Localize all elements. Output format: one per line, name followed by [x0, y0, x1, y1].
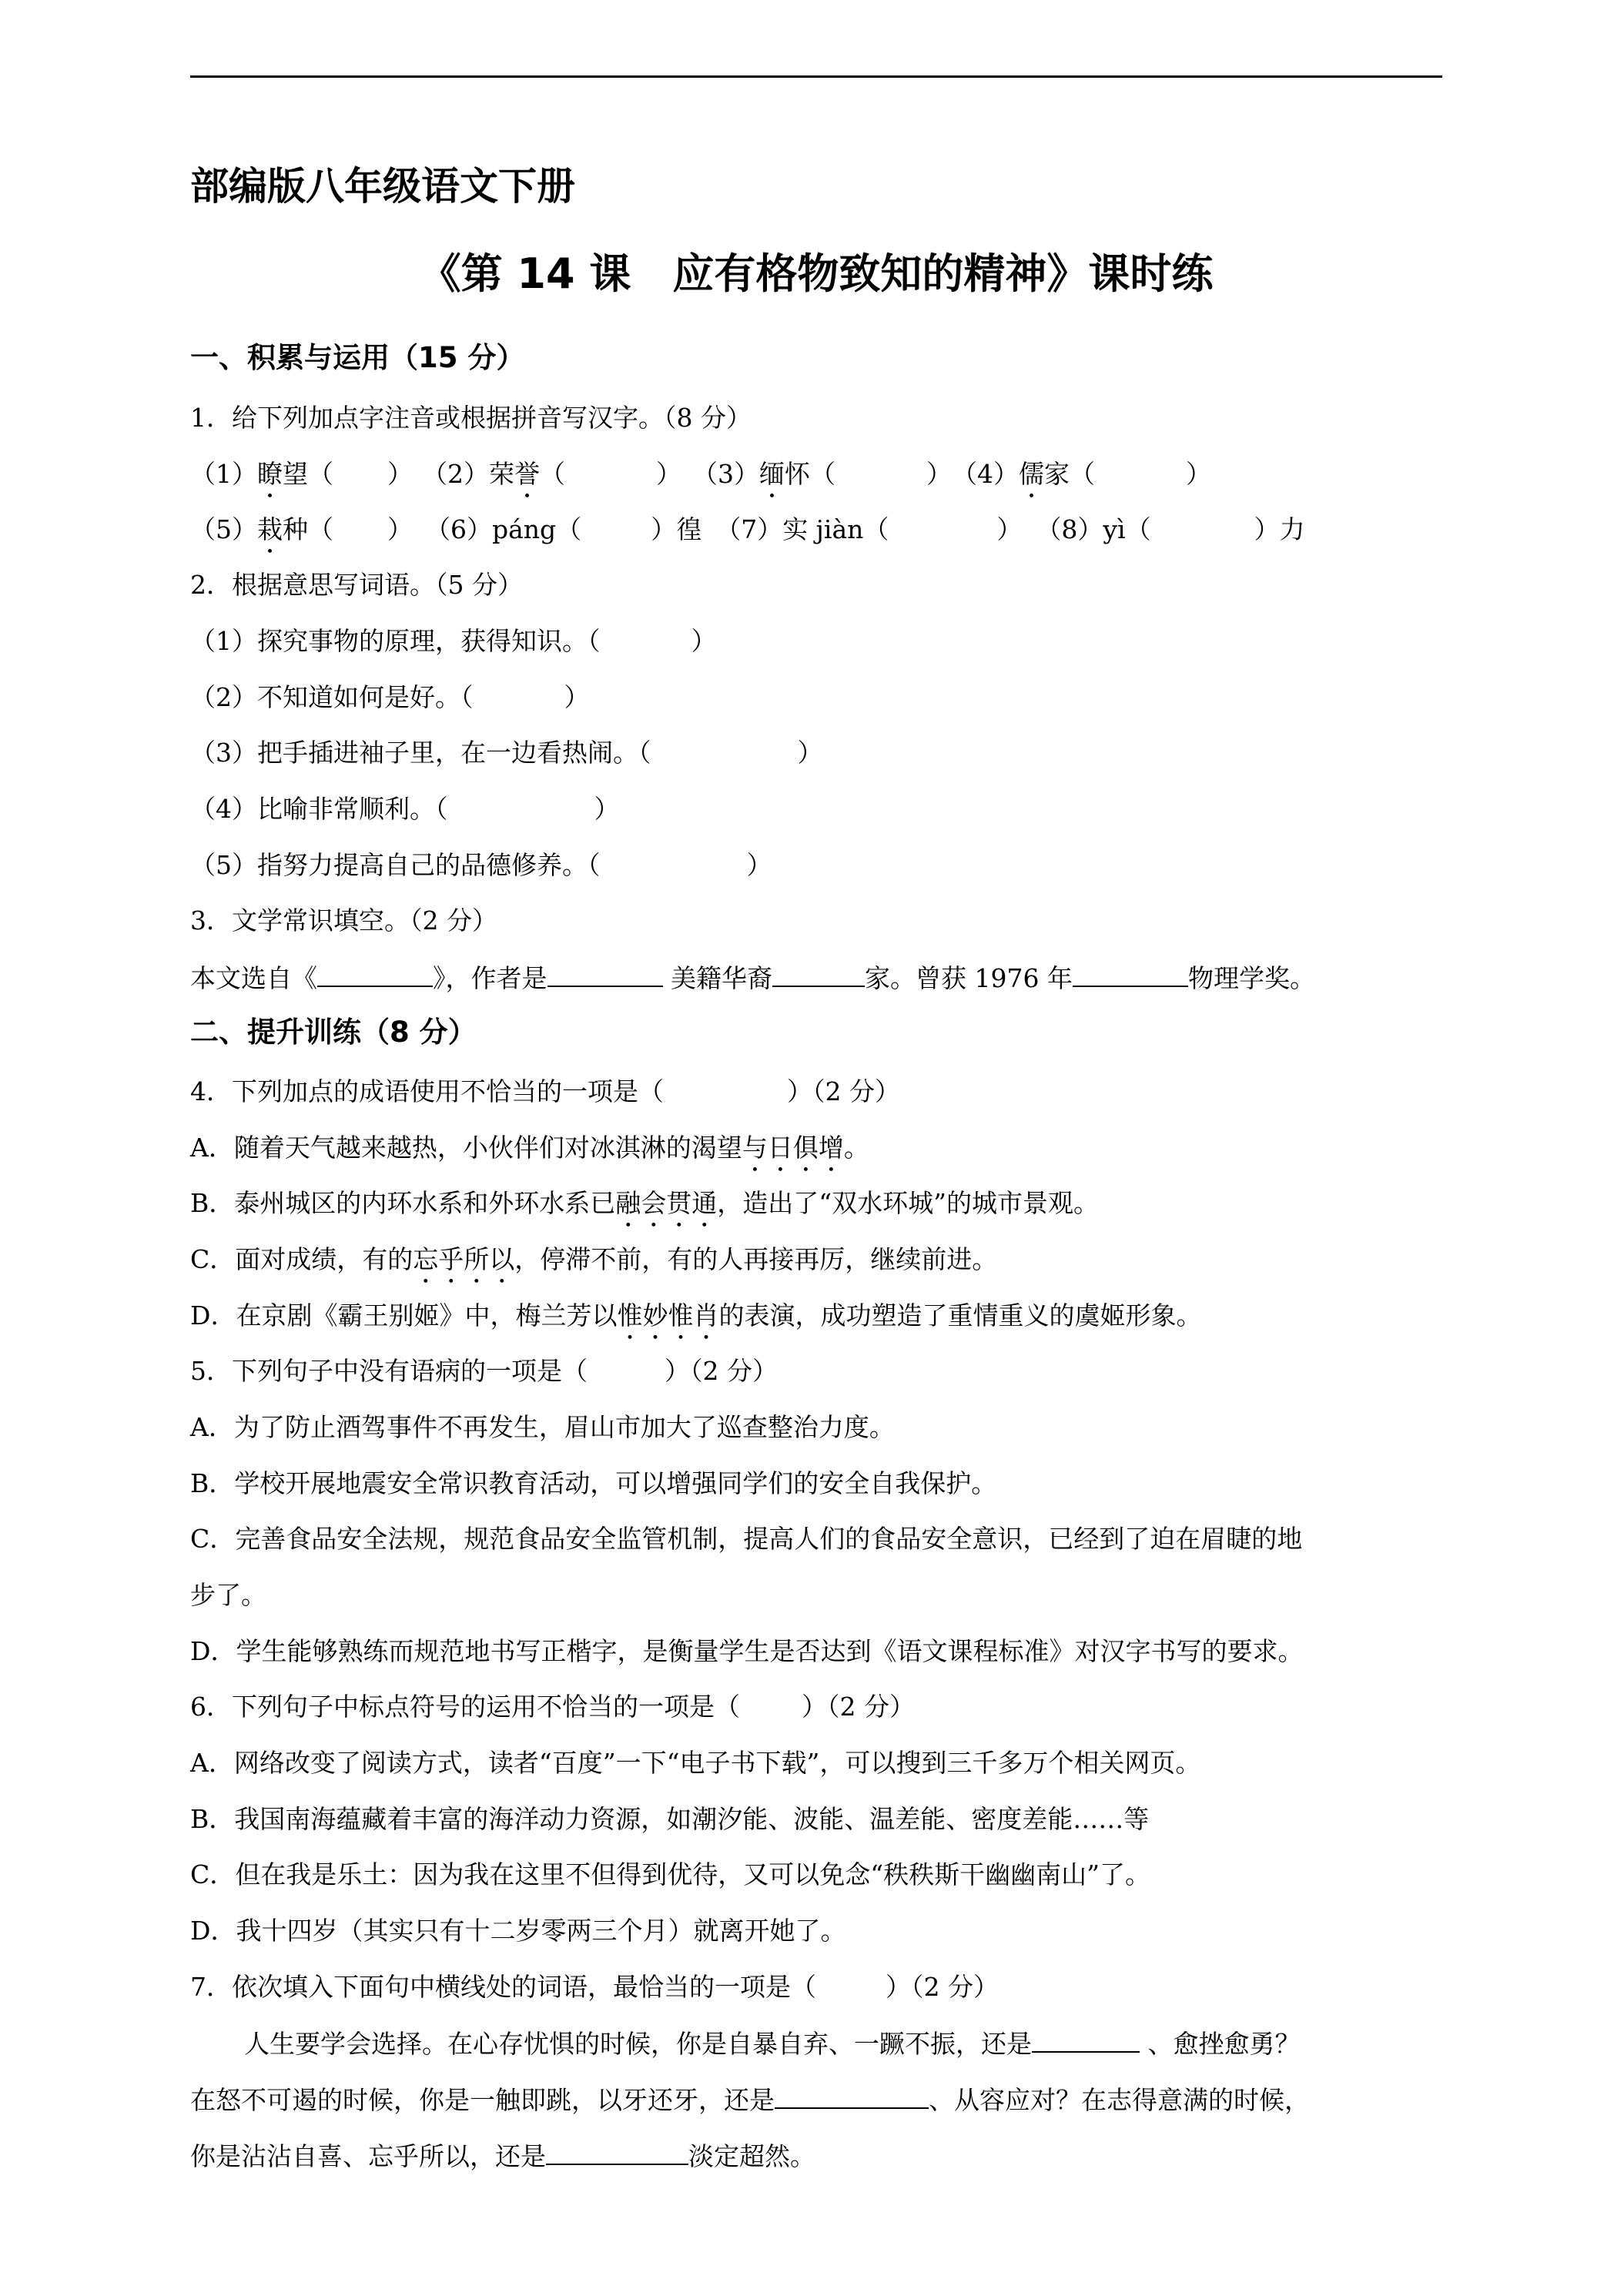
- q4-stem: [190, 1074, 900, 1110]
- q2-item-text: （2）不知道如何是好。（: [190, 682, 474, 712]
- q1-item-close: ）: [996, 514, 1023, 544]
- q3-text: 》，作者是: [433, 963, 547, 993]
- q3-blank[interactable]: [1073, 959, 1188, 987]
- q1-stem: 1．给下列加点字注音或根据拼音写汉字。（8 分）: [190, 403, 752, 433]
- q2-item-close: ）: [797, 738, 823, 768]
- passage-text: 你是沾沾自喜、忘乎所以，还是: [190, 2141, 546, 2171]
- q1-item-close: ）: [926, 459, 952, 489]
- q2-item: [190, 680, 590, 715]
- q3-blank[interactable]: [772, 959, 865, 987]
- passage-text: 、从容应对？在志得意满的时候，: [929, 2085, 1310, 2115]
- q2-stem: 2．根据意思写词语。（5 分）: [190, 570, 523, 600]
- q7-stem-score: ）（2 分）: [886, 1972, 999, 2002]
- q1-item-num: （8）: [1036, 514, 1103, 544]
- dotted-idiom: 与日俱增: [742, 1133, 844, 1163]
- q1-item-num: （5）: [190, 514, 257, 544]
- passage-text: 在怒不可遏的时候，你是一触即跳，以牙还牙，还是: [190, 2085, 775, 2115]
- q1-item-text: 实 jiàn（: [782, 514, 889, 544]
- q1-row1: [190, 457, 1211, 504]
- q2-item: [190, 735, 823, 771]
- passage-text: 人生要学会选择。在心存忧惧的时候，你是自暴自弃、一蹶不振，还是: [244, 2029, 1032, 2059]
- section2-heading: 二、提升训练（8 分）: [190, 1016, 477, 1049]
- q1-item-text: 荣: [489, 459, 514, 489]
- dotted-idiom: 忘乎所以: [413, 1244, 515, 1274]
- q1-dotted-char: 栽: [257, 514, 283, 544]
- q5-option-c: C．完善食品安全法规，规范食品安全监管机制，提高人们的食品安全意识，已经到了迫在眉睫的地: [190, 1524, 1303, 1554]
- q3-fill: [190, 959, 1315, 996]
- option-text: A．随着天气越来越热，小伙伴们对冰淇淋的渴望: [190, 1133, 742, 1163]
- q5-stem-text: 5．下列句子中没有语病的一项是（: [190, 1356, 588, 1386]
- q2-item: [190, 624, 717, 659]
- q6-option-d: D．我十四岁（其实只有十二岁零两三个月）就离开她了。: [190, 1916, 846, 1946]
- option-text: ，造出了“双水环城”的城市景观。: [717, 1188, 1100, 1218]
- q3-blank[interactable]: [547, 959, 663, 987]
- q5-option-c-cont: 步了。: [190, 1580, 266, 1610]
- option-text: ，停滞不前，有的人再接再厉，继续前进。: [514, 1244, 998, 1274]
- passage-text: 、愈挫愈勇？: [1140, 2029, 1301, 2059]
- q2-item-close: ）: [746, 850, 772, 880]
- q6-option-c: C．但在我是乐土：因为我在这里不但得到优待，又可以免念“秩秩斯干幽幽南山”了。: [190, 1859, 1150, 1889]
- q1-item-close: ）: [387, 459, 413, 489]
- q2-item-text: （4）比喻非常顺利。（: [190, 794, 448, 824]
- q2-item: [190, 792, 620, 827]
- q2-item-text: （5）指努力提高自己的品德修养。（: [190, 850, 601, 880]
- q1-item-text: 种（: [283, 514, 333, 544]
- q1-item-text: páng（: [492, 514, 582, 544]
- q1-item-num: （3）: [692, 459, 759, 489]
- q6-stem-score: ）（2 分）: [802, 1692, 915, 1722]
- q1-dotted-char: 誉: [514, 459, 540, 489]
- q2-item-text: （1）探究事物的原理，获得知识。（: [190, 626, 601, 656]
- q2-item-close: ）: [564, 682, 590, 712]
- q7-passage-line3: [190, 2137, 815, 2174]
- q7-passage-line2: [190, 2081, 1310, 2118]
- q6-stem: [190, 1689, 915, 1725]
- q5-option-b: B．学校开展地震安全常识教育活动，可以增强同学们的安全自我保护。: [190, 1468, 997, 1498]
- q1-item-num: （6）: [425, 514, 492, 544]
- q7-stem-text: 7．依次填入下面句中横线处的词语，最恰当的一项是（: [190, 1972, 816, 2002]
- header-rule: [190, 75, 1442, 78]
- q4-stem-score: ）（2 分）: [787, 1076, 900, 1106]
- q6-option-a: A．网络改变了阅读方式，读者“百度”一下“电子书下载”，可以搜到三千多万个相关网页。: [190, 1748, 1201, 1778]
- q2-item: [190, 848, 772, 883]
- q1-item-num: （2）: [422, 459, 489, 489]
- q5-option-a: A．为了防止酒驾事件不再发生，眉山市加大了巡查整治力度。: [190, 1412, 895, 1442]
- q1-row2: [190, 512, 1305, 560]
- q7-blank-2[interactable]: [775, 2081, 929, 2109]
- q1-item-text: （: [540, 459, 565, 489]
- option-text: 的表演，成功塑造了重情重义的虞姬形象。: [718, 1300, 1202, 1330]
- title-line1: 部编版八年级语文下册: [190, 164, 575, 209]
- q3-text: 本文选自《: [190, 963, 317, 993]
- q3-text: 美籍华裔: [662, 963, 772, 993]
- q1-dotted-char: 缅: [759, 459, 785, 489]
- q1-item-close: ）: [387, 514, 413, 544]
- q1-item-close: ）力: [1254, 514, 1305, 544]
- q3-blank[interactable]: [317, 959, 433, 987]
- q1-item-num: （7）: [715, 514, 783, 544]
- q4-option-d: [190, 1298, 1201, 1346]
- q1-dotted-char: 儒: [1019, 459, 1044, 489]
- passage-text: 淡定超然。: [688, 2141, 815, 2171]
- q4-option-b: [190, 1186, 1099, 1233]
- q5-stem: [190, 1354, 778, 1389]
- q3-text: 物理学奖。: [1187, 963, 1315, 993]
- q1-item-text: 怀（: [785, 459, 835, 489]
- q7-passage-line1: [190, 2025, 1301, 2062]
- q7-blank-3[interactable]: [546, 2137, 688, 2165]
- q2-item-close: ）: [691, 626, 717, 656]
- dotted-idiom: 惟妙惟肖: [617, 1300, 719, 1330]
- q4-stem-text: 4．下列加点的成语使用不恰当的一项是（: [190, 1076, 664, 1106]
- q1-item-close: ）: [1186, 459, 1211, 489]
- section1-heading: 一、积累与运用（15 分）: [190, 341, 525, 374]
- q3-text: 家。曾获 1976 年: [865, 963, 1073, 993]
- q4-option-a: [190, 1130, 869, 1178]
- q1-dotted-char: 瞭: [257, 459, 283, 489]
- q1-item-close: ）: [656, 459, 681, 489]
- title-line2: 《第 14 课 应有格物致知的精神》课时练: [419, 249, 1214, 298]
- option-text: D．在京剧《霸王别姬》中，梅兰芳以: [190, 1300, 618, 1330]
- q5-stem-score: ）（2 分）: [665, 1356, 778, 1386]
- dotted-idiom: 融会贯通: [615, 1188, 718, 1218]
- q1-item-text: 望（: [283, 459, 333, 489]
- q1-item-text: 家（: [1044, 459, 1095, 489]
- q5-option-d: D．学生能够熟练而规范地书写正楷字，是衡量学生是否达到《语文课程标准》对汉字书写的要求。: [190, 1636, 1304, 1666]
- q6-option-b: B．我国南海蕴藏着丰富的海洋动力资源，如潮汐能、波能、温差能、密度差能……等: [190, 1804, 1150, 1834]
- option-text: B．泰州城区的内环水系和外环水系已: [190, 1188, 616, 1218]
- q2-item-close: ）: [594, 794, 620, 824]
- q7-stem: [190, 1970, 999, 2005]
- q4-option-c: [190, 1242, 997, 1290]
- option-text: C．面对成绩，有的: [190, 1244, 414, 1274]
- option-text: 。: [843, 1133, 869, 1163]
- q7-blank-1[interactable]: [1032, 2025, 1140, 2053]
- q1-item-num: （1）: [190, 459, 257, 489]
- q2-item-text: （3）把手插进袖子里，在一边看热闹。（: [190, 738, 651, 768]
- q1-item-num: （4）: [952, 459, 1019, 489]
- q1-item-close: ）徨: [651, 514, 702, 544]
- q6-stem-text: 6．下列句子中标点符号的运用不恰当的一项是（: [190, 1692, 740, 1722]
- q3-stem: 3．文学常识填空。（2 分）: [190, 905, 497, 935]
- q1-item-text: yì（: [1103, 514, 1151, 544]
